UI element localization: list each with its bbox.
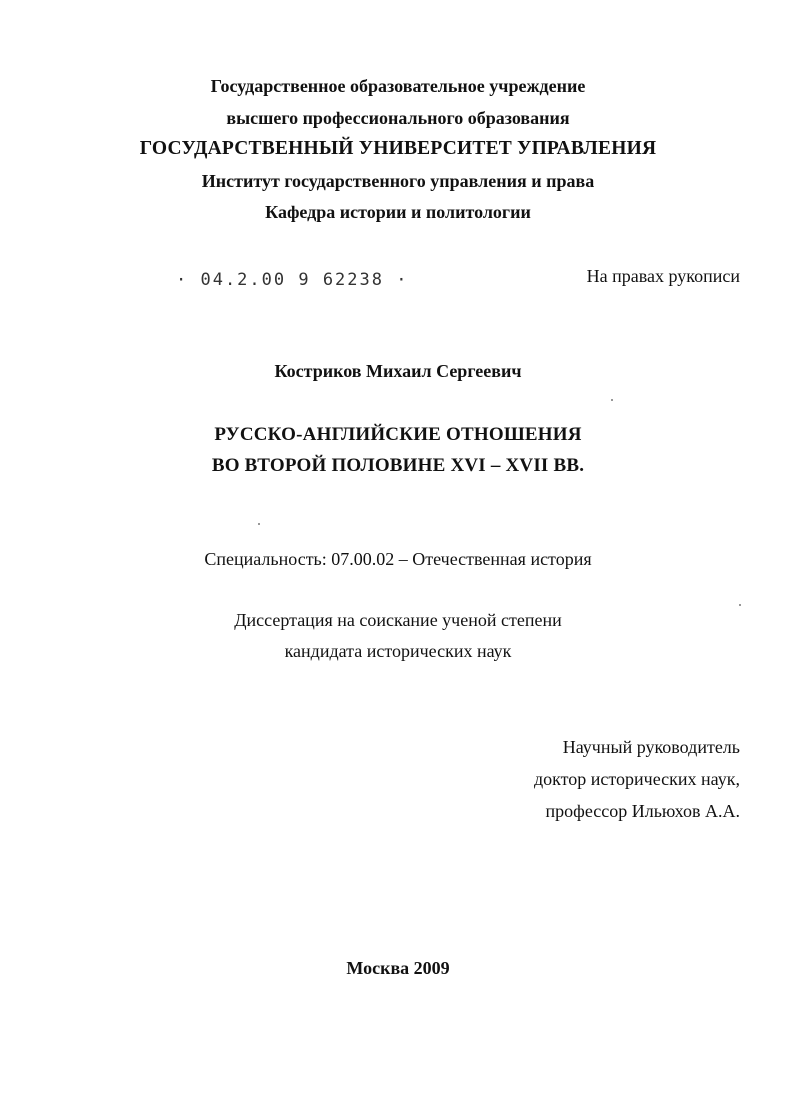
library-stamp: · 04.2.00 9 62238 · <box>176 270 409 290</box>
supervisor-name: профессор Ильюхов А.А. <box>545 801 740 821</box>
scan-speck <box>611 399 613 401</box>
header-line-1: Государственное образовательное учреждение <box>210 76 586 96</box>
title-line-1: РУССКО-АНГЛИЙСКИЕ ОТНОШЕНИЯ <box>214 424 582 445</box>
author-name: Костриков Михаил Сергеевич <box>274 361 522 381</box>
scan-speck <box>258 523 260 525</box>
title-line-2: ВО ВТОРОЙ ПОЛОВИНЕ XVI – XVII ВВ. <box>211 455 585 476</box>
dissertation-line-2: кандидата исторических наук <box>284 641 512 661</box>
specialty: Специальность: 07.00.02 – Отечественная история <box>204 549 592 569</box>
header-line-2: высшего профессионального образования <box>226 108 570 128</box>
supervisor-degree: доктор исторических наук, <box>534 769 740 789</box>
university-name: ГОСУДАРСТВЕННЫЙ УНИВЕРСИТЕТ УПРАВЛЕНИЯ <box>139 138 657 159</box>
institute-name: Институт государственного управления и права <box>201 171 595 191</box>
supervisor-label: Научный руководитель <box>562 737 740 757</box>
department-name: Кафедра истории и политологии <box>265 202 531 222</box>
city-year: Москва 2009 <box>346 958 450 978</box>
manuscript-note: На правах рукописи <box>586 266 740 286</box>
scan-speck <box>739 604 741 606</box>
dissertation-line-1: Диссертация на соискание ученой степени <box>234 610 562 630</box>
